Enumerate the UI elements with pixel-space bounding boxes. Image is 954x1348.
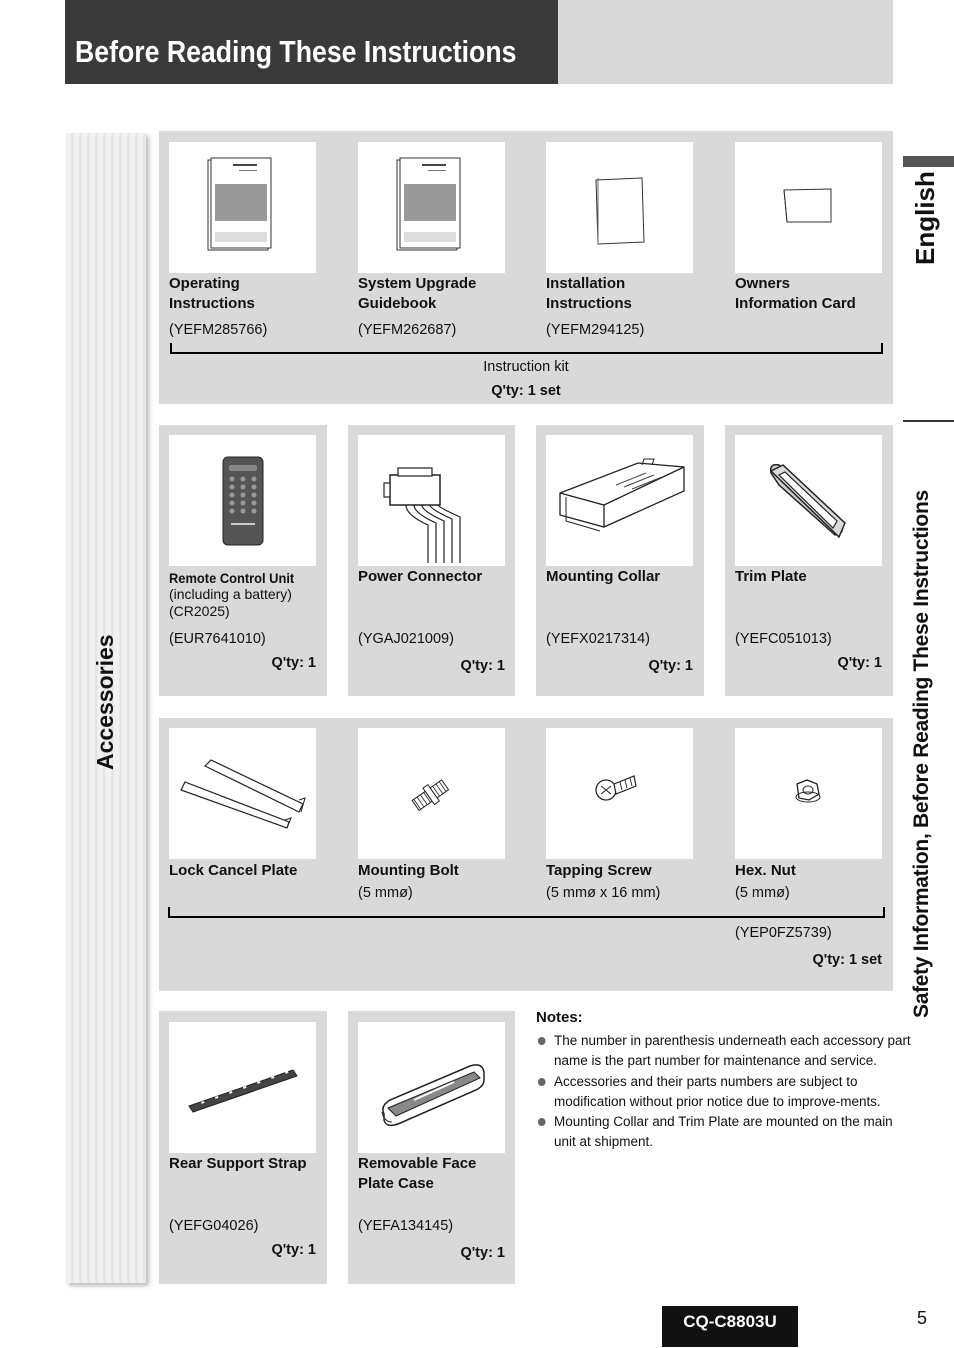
item-name: Operating Instructions: [169, 275, 255, 312]
bullet-icon: [538, 1037, 546, 1045]
item-name: System Upgrade Guidebook: [358, 275, 477, 312]
side-tab-section: Safety Information, Before Reading These Instructions: [910, 490, 933, 1018]
notes-list: [536, 1031, 911, 1153]
part-number: (YEFM262687): [358, 322, 457, 338]
group-bracket: [170, 343, 883, 354]
system-upgrade-guidebook-image: [358, 142, 505, 273]
accessories-label: Accessories: [92, 634, 118, 770]
item-name: Owners Information Card: [735, 275, 856, 312]
item-subtext: (including a battery): [169, 586, 292, 602]
note-item: The number in parenthesis underneath each accessory part name is the part number for maintenance and service.: [536, 1031, 911, 1072]
page-title: Before Reading These Instructions: [75, 34, 517, 69]
item-size: (5 mmø x 16 mm): [546, 885, 661, 901]
item-name: Remote Control Unit: [169, 570, 295, 586]
bullet-icon: [538, 1118, 546, 1126]
tapping-screw-image: [546, 728, 693, 859]
item-size: (5 mmø): [735, 885, 790, 901]
lock-cancel-plate-image: [169, 728, 316, 859]
part-number: (YEFX0217314): [546, 631, 650, 647]
part-number: (EUR7641010): [169, 631, 266, 647]
side-tab-divider: [903, 420, 954, 422]
side-tab-marker: [903, 156, 954, 167]
item-name: Tapping Screw: [546, 862, 652, 879]
mounting-bolt-image: [358, 728, 505, 859]
quantity: Q'ty: 1 set: [812, 952, 882, 968]
item-name: Rear Support Strap: [169, 1155, 307, 1172]
note-item: Accessories and their parts numbers are subject to modification without prior notice due to improve-ments.: [536, 1072, 911, 1113]
remote-control-image: [169, 435, 316, 566]
part-number: (YEFM294125): [546, 322, 645, 338]
trim-plate-image: [735, 435, 882, 566]
item-name: Removable Face Plate Case: [358, 1155, 477, 1192]
quantity: Q'ty: 1: [648, 658, 693, 674]
item-name: Trim Plate: [735, 568, 807, 585]
mounting-collar-image: [546, 435, 693, 566]
item-name: Mounting Collar: [546, 568, 661, 585]
item-subtext: (CR2025): [169, 603, 230, 619]
item-name: Lock Cancel Plate: [169, 862, 298, 879]
item-name: Hex. Nut: [735, 862, 796, 879]
installation-instructions-image: [546, 142, 693, 273]
group-bracket: [168, 907, 885, 918]
note-item: Mounting Collar and Trim Plate are mounted on the main unit at shipment.: [536, 1112, 911, 1153]
side-tab-english: English: [910, 171, 940, 265]
part-number: (YEFM285766): [169, 322, 268, 338]
item-name: Mounting Bolt: [358, 862, 459, 879]
part-number: (YEP0FZ5739): [735, 925, 832, 941]
part-number: (YEFC051013): [735, 631, 832, 647]
part-number: (YEFA134145): [358, 1218, 454, 1234]
quantity: Q'ty: 1: [460, 658, 505, 674]
hex-nut-image: [735, 728, 882, 859]
bullet-icon: [538, 1078, 546, 1086]
notes-title: Notes:: [536, 1009, 583, 1026]
part-number: (YEFG04026): [169, 1218, 259, 1234]
header-gray-band: [558, 0, 893, 84]
power-connector-image: [358, 435, 505, 566]
quantity: Q'ty: 1: [460, 1245, 505, 1261]
quantity: Q'ty: 1 set: [491, 383, 561, 399]
item-size: (5 mmø): [358, 885, 413, 901]
page-number: 5: [917, 1308, 928, 1328]
rear-support-strap-image: [169, 1022, 316, 1153]
operating-instructions-image: [169, 142, 316, 273]
part-number: (YGAJ021009): [358, 631, 454, 647]
owners-information-card-image: [735, 142, 882, 273]
quantity: Q'ty: 1: [837, 655, 882, 671]
group-label: Instruction kit: [483, 359, 569, 375]
quantity: Q'ty: 1: [271, 1242, 316, 1258]
item-name: Installation Instructions: [546, 275, 632, 312]
quantity: Q'ty: 1: [271, 655, 316, 671]
item-name: Power Connector: [358, 568, 483, 585]
model-number: CQ-C8803U: [662, 1306, 798, 1347]
removable-face-plate-case-image: [358, 1022, 505, 1153]
